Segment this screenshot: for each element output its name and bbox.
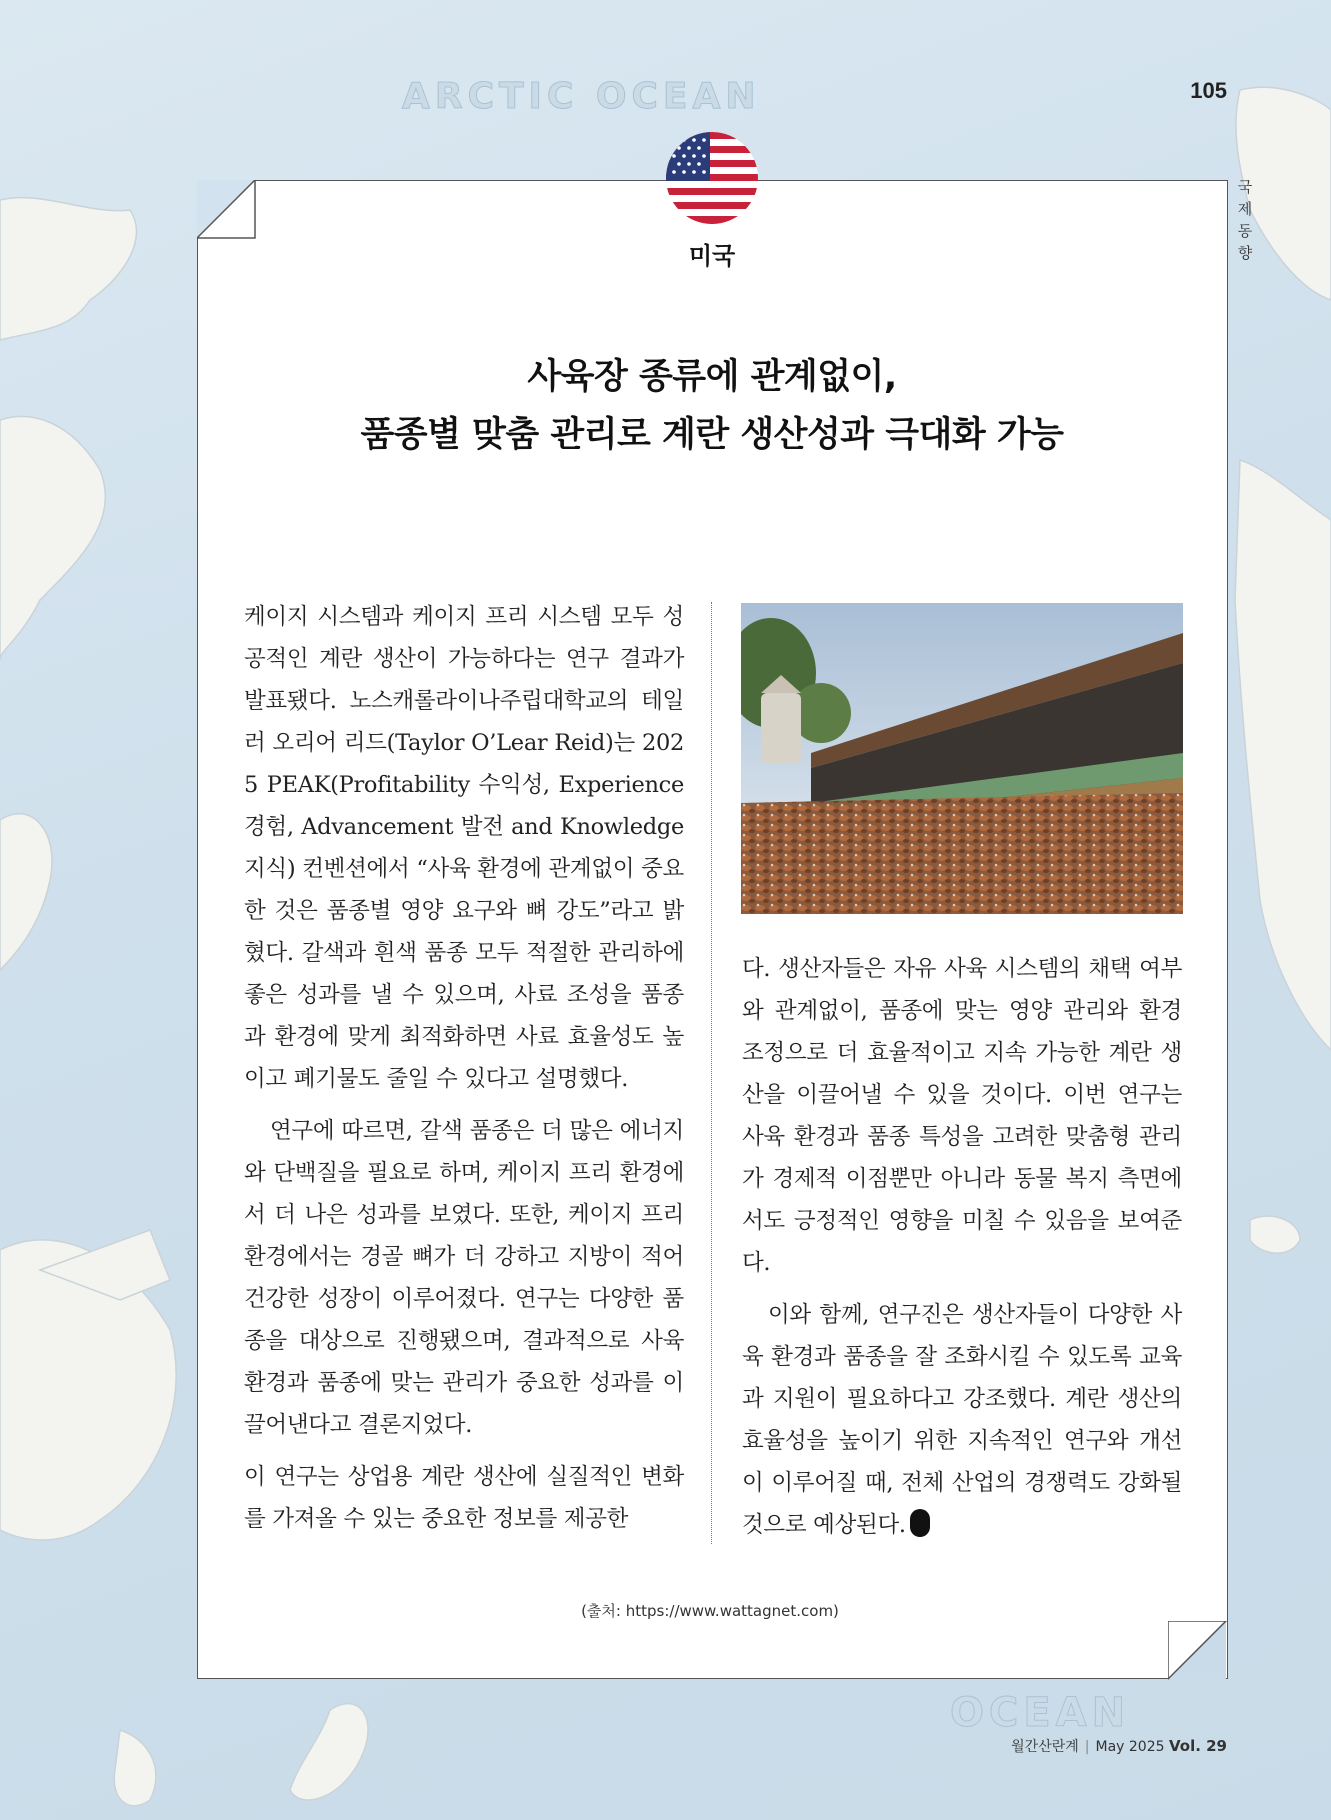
article-column-left [244,596,684,1540]
folded-corner-bottom-right [1168,1621,1228,1681]
paragraph-4-text: 이와 함께, 연구진은 생산자들이 다양한 사육 환경과 품종을 잘 조화시킬 수 있도록 교육과 지원이 필요하다고 강조했다. 계란 생산의 효율성을 높이기 위한 지속적인 연구와 개선이 이루어질 때, 전체 산업의 경쟁력도 강화될 것으로 예상된다. [742,1302,1182,1538]
folded-corner-top-left [197,180,257,240]
us-flag-icon [666,132,758,224]
ocean-label-pacific: OCEAN [950,1690,1131,1736]
column-divider [711,602,712,1544]
article-title-line-1: 사육장 종류에 관계없이, [527,357,897,397]
paragraph-4 [742,1294,1182,1546]
source-citation: (출처: https://www.wattagnet.com) [581,1602,839,1620]
article-title-line-2: 품종별 맞춤 관리로 계란 생산성과 극대화 가능 [360,415,1064,455]
magazine-name: 월간산란계 [1011,1739,1079,1755]
footer-separator: | [1084,1739,1090,1755]
section-side-label: 국제동향 [1237,178,1253,262]
page-footer [1011,1736,1227,1756]
volume-number: Vol. 29 [1168,1737,1227,1755]
paragraph-1: 케이지 시스템과 케이지 프리 시스템 모두 성공적인 계란 생산이 가능하다는 연구 결과가 발표됐다. 노스캐롤라이나주립대학교의 테일러 오리어 리드(Taylor O’Lear Reid)는 2025 PEAK(Profitability 수익성, Experience 경험, Advancement 발전 and Knowledge 지식) 컨벤션에서 “사육 환경에 관계없이 중요한 것은 품종별 영양 요구와 뼈 강도”라고 밝혔다. 갈색과 흰색 품종 모두 적절한 관리하에 좋은 성과를 낼 수 있으며, 사료 조성을 품종과 환경에 맞게 최적화하면 사료 효율성도 높이고 폐기물도 줄일 수 있다고 설명했다. [244,604,684,1092]
page-number: 105 [1190,78,1227,103]
issue-date: May 2025 [1095,1739,1165,1755]
article-end-mark-icon [910,1509,930,1537]
paragraph-3-continued: 다. 생산자들은 자유 사육 시스템의 채택 여부와 관계없이, 품종에 맞는 영양 관리와 환경 조정으로 더 효율적이고 지속 가능한 계란 생산을 이끌어낼 수 있을 것이다. 이번 연구는 사육 환경과 품종 특성을 고려한 맞춤형 관리가 경제적 이점뿐만 아니라 동물 복지 측면에서도 긍정적인 영향을 미칠 수 있음을 보여준다. [742,956,1182,1276]
article-column-right [742,948,1182,1546]
poultry-farm-photo [741,603,1183,914]
article-title [220,348,1204,464]
ocean-label-arctic: ARCTIC OCEAN [402,76,761,117]
country-label: 미국 [688,242,736,270]
paragraph-2: 연구에 따르면, 갈색 품종은 더 많은 에너지와 단백질을 필요로 하며, 케이지 프리 환경에서 더 나은 성과를 보였다. 또한, 케이지 프리 환경에서는 경골 뼈가 더 강하고 지방이 적어 건강한 성장이 이루어졌다. 연구는 다양한 품종을 대상으로 진행됐으며, 결과적으로 사육 환경과 품종에 맞는 관리가 중요한 성과를 이끌어낸다고 결론지었다. [244,1118,684,1438]
paragraph-3-start: 이 연구는 상업용 계란 생산에 실질적인 변화를 가져올 수 있는 중요한 정보를 제공한 [244,1464,684,1532]
